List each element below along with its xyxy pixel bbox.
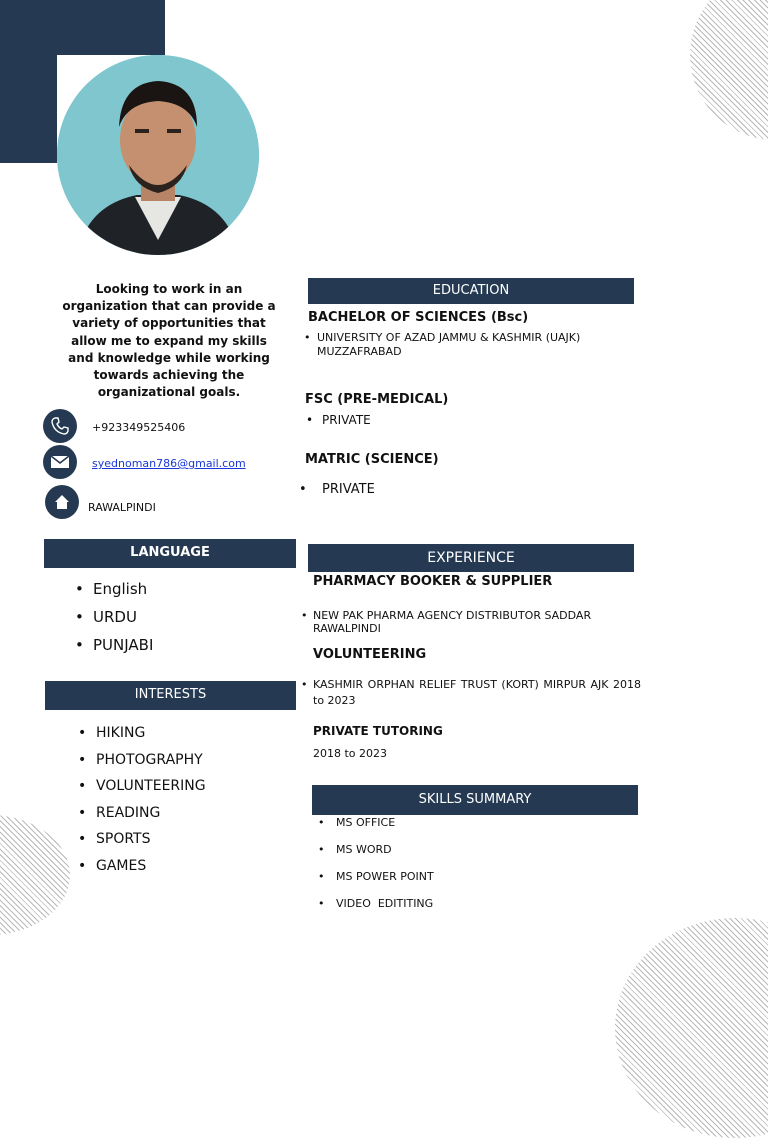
phone-number: +923349525406 bbox=[92, 421, 186, 434]
interest-item: • GAMES bbox=[96, 858, 206, 885]
education-degree: BACHELOR OF SCIENCES (Bsc) bbox=[308, 310, 529, 325]
interests-list bbox=[96, 725, 206, 884]
language-item: • English bbox=[93, 580, 153, 608]
decor-hatch-bottom-right bbox=[615, 918, 768, 1138]
skill-item: • MS WORD bbox=[336, 843, 434, 870]
header-block bbox=[0, 0, 165, 55]
experience-header: EXPERIENCE bbox=[308, 544, 634, 572]
profile-photo bbox=[57, 55, 259, 255]
email-link[interactable]: syednoman786@gmail.com bbox=[92, 457, 246, 470]
home-icon bbox=[45, 485, 79, 519]
education-degree: FSC (PRE-MEDICAL) bbox=[305, 392, 449, 407]
header-side-block bbox=[0, 55, 57, 163]
phone-icon bbox=[43, 409, 77, 443]
decor-hatch-left bbox=[0, 815, 70, 935]
skill-item: • VIDEO EDITITING bbox=[336, 897, 434, 924]
interest-item: • READING bbox=[96, 805, 206, 832]
experience-detail: • KASHMIR ORPHAN RELIEF TRUST (KORT) MIRPUR AJK 2018 to 2023 bbox=[301, 678, 641, 707]
education-degree: MATRIC (SCIENCE) bbox=[305, 452, 439, 467]
education-detail: • PRIVATE bbox=[306, 413, 371, 427]
experience-role: VOLUNTEERING bbox=[313, 647, 427, 662]
education-detail: • PRIVATE bbox=[299, 482, 375, 497]
skill-item: • MS POWER POINT bbox=[336, 870, 434, 897]
education-detail-text: PRIVATE bbox=[322, 413, 371, 427]
education-detail-text: PRIVATE bbox=[322, 482, 375, 497]
skills-header: SKILLS SUMMARY bbox=[312, 785, 638, 815]
experience-role: PRIVATE TUTORING bbox=[313, 724, 443, 738]
language-header: LANGUAGE bbox=[44, 539, 296, 568]
education-detail: • UNIVERSITY OF AZAD JAMMU & KASHMIR (UAJK) MUZZAFRABAD bbox=[304, 331, 581, 358]
language-list bbox=[93, 580, 153, 664]
skill-item: • MS OFFICE bbox=[336, 816, 434, 843]
experience-detail: • NEW PAK PHARMA AGENCY DISTRIBUTOR SADDAR RAWALPINDI bbox=[301, 609, 592, 635]
interest-item: • VOLUNTEERING bbox=[96, 778, 206, 805]
language-item: • URDU bbox=[93, 608, 153, 636]
interest-item: • PHOTOGRAPHY bbox=[96, 752, 206, 779]
education-header: EDUCATION bbox=[308, 278, 634, 304]
location-text: RAWALPINDI bbox=[88, 501, 156, 514]
experience-detail-text: 2018 to 2023 bbox=[313, 747, 388, 760]
experience-detail-text: NEW PAK PHARMA AGENCY DISTRIBUTOR SADDAR RAWALPINDI bbox=[313, 609, 592, 635]
experience-detail-text: KASHMIR ORPHAN RELIEF TRUST (KORT) MIRPUR AJK 2018 to 2023 bbox=[313, 678, 641, 707]
language-item: • PUNJABI bbox=[93, 636, 153, 664]
education-detail-text: UNIVERSITY OF AZAD JAMMU & KASHMIR (UAJK) MUZZAFRABAD bbox=[317, 331, 581, 358]
skills-list bbox=[336, 816, 434, 924]
interest-item: • SPORTS bbox=[96, 831, 206, 858]
interests-header: INTERESTS bbox=[45, 681, 296, 710]
objective-text: Looking to work in an organization that can provide a variety of opportunities that allow me to expand my skills and knowledge while working towards achieving the organizational goals. bbox=[62, 282, 276, 400]
interest-item: • HIKING bbox=[96, 725, 206, 752]
email-icon bbox=[43, 445, 77, 479]
decor-hatch-top-right bbox=[690, 0, 768, 140]
experience-role: PHARMACY BOOKER & SUPPLIER bbox=[313, 574, 553, 589]
